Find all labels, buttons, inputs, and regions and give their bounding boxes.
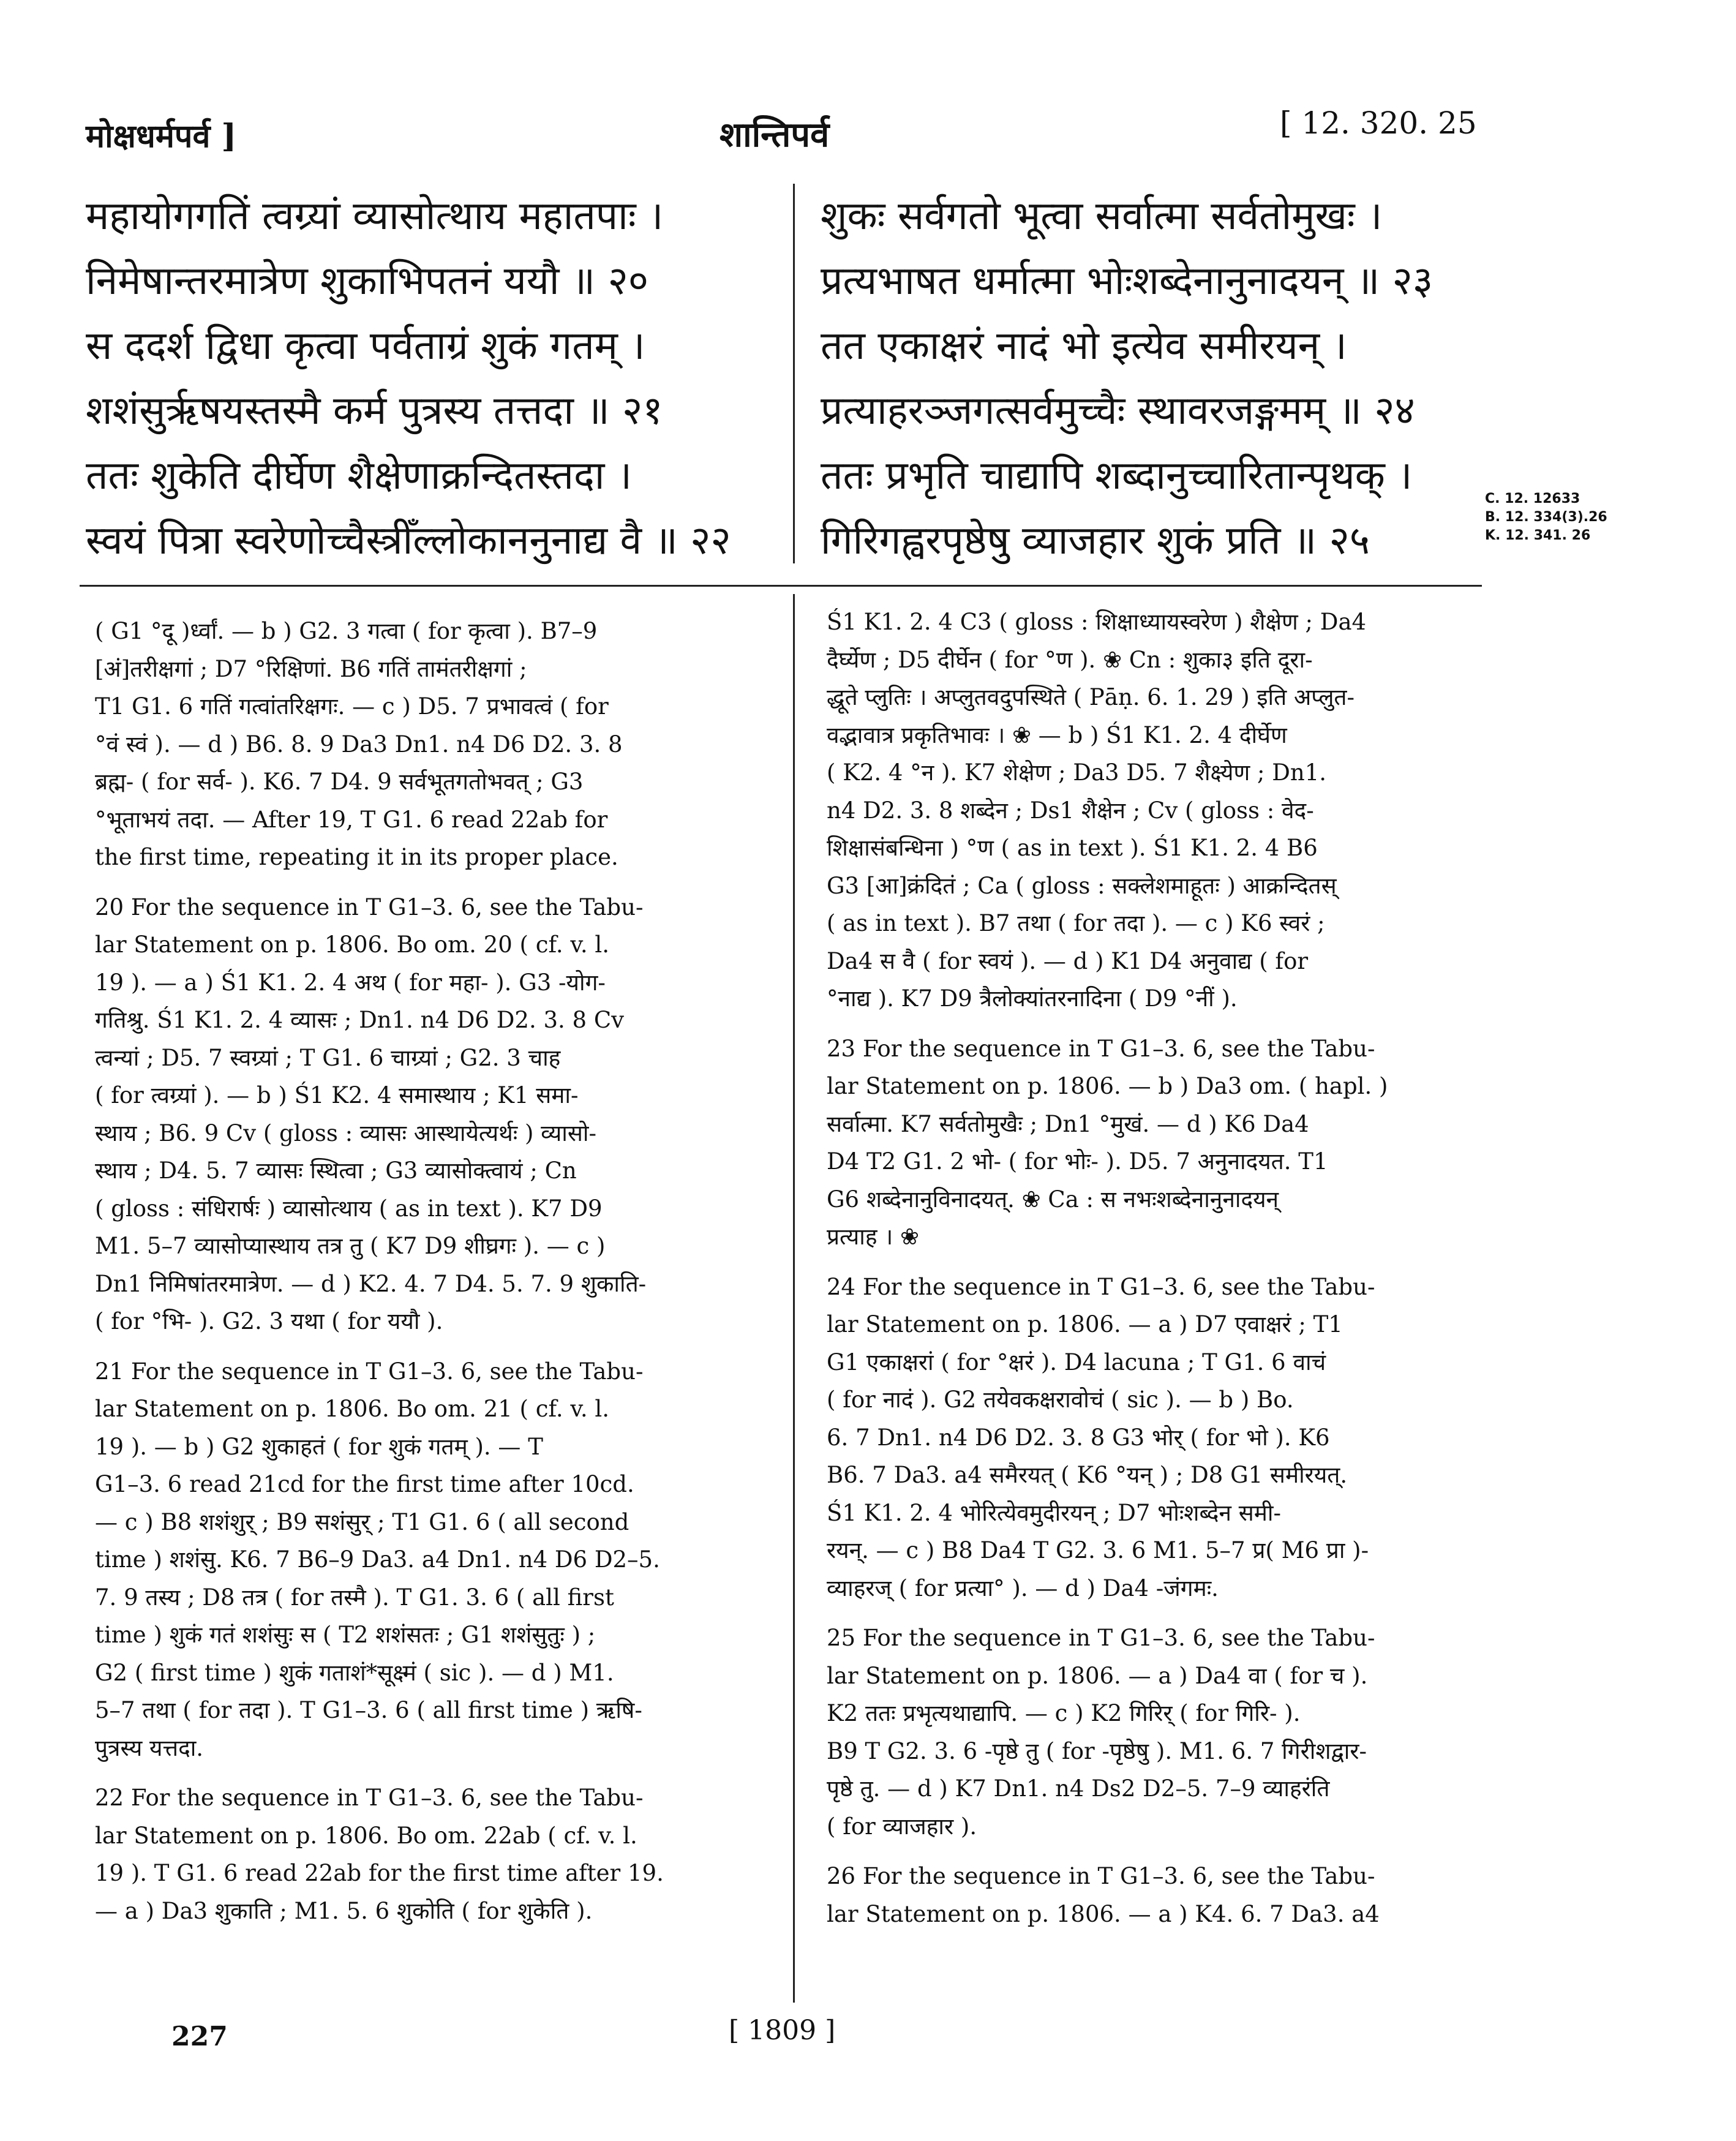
apparatus-line: रयन्. — c ) B8 Da4 T G2. 3. 6 M1. 5–7 प्र( M6 प्रा )- xyxy=(827,1537,1369,1563)
apparatus-line: D4 T2 G1. 2 भो- ( for भोः- ). D5. 7 अनुनादयत. T1 xyxy=(827,1148,1328,1175)
apparatus-line: 19 ). T G1. 6 read 22ab for the first time after 19. xyxy=(95,1860,664,1886)
apparatus-line: n4 D2. 3. 8 शब्देन ; Ds1 शैक्षेन ; Cv ( gloss : वेद- xyxy=(827,797,1314,824)
apparatus-line: time ) शशंसु. K6. 7 B6–9 Da3. a4 Dn1. n4 D6 D2–5. xyxy=(95,1546,660,1573)
apparatus-line: 21 For the sequence in T G1–3. 6, see the Tabu- xyxy=(95,1358,644,1385)
apparatus-line: lar Statement on p. 1806. Bo om. 21 ( cf. v. l. xyxy=(95,1396,609,1422)
apparatus-line: the first time, repeating it in its proper place. xyxy=(95,844,618,870)
separator-rule xyxy=(80,585,1482,587)
apparatus-line: °वं स्वं ). — d ) B6. 8. 9 Da3 Dn1. n4 D6 D2. 3. 8 xyxy=(95,731,623,758)
cross-ref-k: K. 12. 341. 26 xyxy=(1485,528,1591,543)
verse-line: निमेषान्तरमात्रेण शुकाभिपतनं ययौ ॥ २० xyxy=(86,258,649,304)
apparatus-line: lar Statement on p. 1806. Bo om. 22ab ( cf. v. l. xyxy=(95,1822,637,1849)
verse-divider xyxy=(793,184,795,563)
apparatus-line: G3 [आ]क्रंदितं ; Ca ( gloss : सक्लेशमाहूतः ) आक्रन्दितस् xyxy=(827,872,1337,899)
apparatus-line: G1–3. 6 read 21cd for the first time after 10cd. xyxy=(95,1471,634,1497)
verse-line: तत एकाक्षरं नादं भो इत्येव समीरयन् । xyxy=(821,323,1347,369)
verse-line: स्वयं पित्रा स्वरेणोच्चैस्त्रीँल्लोकाननुनाद्य वै ॥ २२ xyxy=(86,518,731,563)
apparatus-line: 26 For the sequence in T G1–3. 6, see the Tabu- xyxy=(827,1863,1375,1889)
verse-line: प्रत्यभाषत धर्मात्मा भोःशब्देनानुनादयन् ॥ २३ xyxy=(821,258,1434,304)
apparatus-line: शिक्षासंबन्धिना ) °ण ( as in text ). Ś1 K1. 2. 4 B6 xyxy=(827,835,1318,861)
apparatus-line xyxy=(95,1341,768,1353)
apparatus-line: ( for नादं ). G2 तयेवकक्षरावोचं ( sic ). — b ) Bo. xyxy=(827,1387,1294,1413)
verse-line: ततः प्रभृति चाद्यापि शब्दानुच्चारितान्पृथक् । xyxy=(821,453,1413,499)
apparatus-line: K2 ततः प्रभृत्यथाद्यापि. — c ) K2 गिरिर् ( for गिरि- ). xyxy=(827,1700,1301,1726)
apparatus-line: Dn1 निमिषांतरमात्रेण. — d ) K2. 4. 7 D4. 5. 7. 9 शुकाति- xyxy=(95,1270,647,1297)
apparatus-line: lar Statement on p. 1806. — b ) Da3 om. ( hapl. ) xyxy=(827,1073,1388,1099)
verse-line: प्रत्याहरञ्जगत्सर्वमुच्चैः स्थावरजङ्गमम् ॥ २४ xyxy=(821,388,1415,434)
apparatus-line: प्रत्याह । ❀ xyxy=(827,1224,920,1250)
book-title: शान्तिपर्व xyxy=(720,115,830,155)
apparatus-line: 5–7 तथा ( for तदा ). T G1–3. 6 ( all first time ) ऋषि- xyxy=(95,1697,642,1723)
apparatus-line: 24 For the sequence in T G1–3. 6, see the Tabu- xyxy=(827,1273,1375,1300)
verse-line: महायोगगतिं त्वग्र्यां व्यासोत्थाय महातपाः । xyxy=(86,194,664,239)
apparatus-line: 22 For the sequence in T G1–3. 6, see the Tabu- xyxy=(95,1785,644,1811)
cross-ref-c: C. 12. 12633 xyxy=(1485,491,1580,506)
apparatus-line: B9 T G2. 3. 6 -पृष्ठे तु ( for -पृष्ठेषु ). M1. 6. 7 गिरीशद्वार- xyxy=(827,1737,1367,1764)
cross-ref-b: B. 12. 334(3).26 xyxy=(1485,510,1607,525)
apparatus-line: Ś1 K1. 2. 4 C3 ( gloss : शिक्षाध्यायस्वरेण ) शैक्षेण ; Da4 xyxy=(827,609,1367,635)
apparatus-line: दैर्घ्येण ; D5 दीर्घेन ( for °ण ). ❀ Cn : शुका३ इति दूरा- xyxy=(827,646,1313,673)
apparatus-line: 7. 9 तस्य ; D8 तत्र ( for तस्मै ). T G1. 3. 6 ( all first xyxy=(95,1584,614,1611)
apparatus-line: द्धूते प्लुतिः । अप्लुतवदुपस्थिते ( Pāṇ. 6. 1. 29 ) इति अप्लुत- xyxy=(827,684,1355,710)
apparatus-line xyxy=(827,1607,1488,1619)
apparatus-divider xyxy=(793,594,795,2003)
apparatus-line: — a ) Da3 शुकाति ; M1. 5. 6 शुकोति ( for शुकेति ). xyxy=(95,1897,593,1924)
apparatus-line: त्वन्यां ; D5. 7 स्वग्र्यां ; T G1. 6 चाग्र्यां ; G2. 3 चाह xyxy=(95,1044,561,1071)
apparatus-line: [अं]तरीक्षगां ; D7 °रिक्षिणां. B6 गतिं तामंतरीक्षगां ; xyxy=(95,655,527,682)
apparatus-line: Ś1 K1. 2. 4 भोरित्येवमुदीरयन् ; D7 भोःशब्देन समी- xyxy=(827,1499,1281,1526)
verse-column-left xyxy=(86,184,731,573)
apparatus-line: G1 एकाक्षरां ( for °क्षरं ). D4 lacuna ; T G1. 6 वाचं xyxy=(827,1349,1326,1375)
apparatus-line xyxy=(827,1018,1488,1030)
apparatus-line: 19 ). — b ) G2 शुकाहतं ( for शुकं गतम् ). — T xyxy=(95,1433,543,1460)
apparatus-line: °नाद्य ). K7 D9 त्रैलोक्यांतरनादिना ( D9 °नीं ). xyxy=(827,985,1238,1012)
apparatus-line xyxy=(95,876,768,889)
apparatus-line: स्थाय ; B6. 9 Cv ( gloss : व्यासः आस्थायेत्यर्थः ) व्यासो- xyxy=(95,1119,596,1146)
apparatus-line: सर्वात्मा. K7 सर्वतोमुखैः ; Dn1 °मुखं. — d ) K6 Da4 xyxy=(827,1110,1309,1137)
apparatus-line: M1. 5–7 व्यासोप्यास्थाय तत्र तु ( K7 D9 शीघ्रगः ). — c ) xyxy=(95,1233,606,1259)
verse-line: शुकः सर्वगतो भूत्वा सर्वात्मा सर्वतोमुखः । xyxy=(821,194,1383,239)
apparatus-line: ( for °भि- ). G2. 3 यथा ( for ययौ ). xyxy=(95,1308,443,1334)
apparatus-line: lar Statement on p. 1806. Bo om. 20 ( cf. v. l. xyxy=(95,931,609,958)
verse-line: ततः शुकेति दीर्घेण शैक्षेणाक्रन्दितस्तदा । xyxy=(86,453,633,499)
verse-column-right xyxy=(821,184,1433,573)
apparatus-line: 6. 7 Dn1. n4 D6 D2. 3. 8 G3 भोर् ( for भो ). K6 xyxy=(827,1424,1330,1451)
apparatus-line: वद्भावात्र प्रकृतिभावः । ❀ — b ) Ś1 K1. 2. 4 दीर्घेण xyxy=(827,721,1287,748)
apparatus-line: ( K2. 4 °न ). K7 शेक्षेण ; Da3 D5. 7 शैक्ष्येण ; Dn1. xyxy=(827,759,1327,786)
apparatus-line: B6. 7 Da3. a4 समैरयत् ( K6 °यन् ) ; D8 G1 समीरयत्. xyxy=(827,1462,1348,1488)
apparatus-column-right xyxy=(827,603,1488,1933)
apparatus-line: 23 For the sequence in T G1–3. 6, see the Tabu- xyxy=(827,1035,1375,1062)
apparatus-column-left xyxy=(95,612,768,1930)
verse-line: स ददर्श द्विधा कृत्वा पर्वताग्रं शुकं गतम् । xyxy=(86,323,645,369)
apparatus-line: गतिश्रु. Ś1 K1. 2. 4 व्यासः ; Dn1. n4 D6 D2. 3. 8 Cv xyxy=(95,1007,625,1033)
apparatus-line: T1 G1. 6 गतिं गत्वांतरिक्षगः. — c ) D5. 7 प्रभावत्वं ( for xyxy=(95,693,609,720)
apparatus-line: पुत्रस्य यत्तदा. xyxy=(95,1734,204,1761)
apparatus-line: स्थाय ; D4. 5. 7 व्यासः स्थित्वा ; G3 व्यासोक्त्वायं ; Cn xyxy=(95,1157,577,1184)
apparatus-line: °भूताभयं तदा. — After 19, T G1. 6 read 22ab for xyxy=(95,806,608,833)
apparatus-line: ( gloss : संधिरार्षः ) व्यासोत्थाय ( as in text ). K7 D9 xyxy=(95,1195,603,1222)
verse-line: गिरिगह्वरपृष्ठेषु व्याजहार शुकं प्रति ॥ २५ xyxy=(821,518,1370,563)
apparatus-line: पृष्ठे तु. — d ) K7 Dn1. n4 Ds2 D2–5. 7–9 व्याहरंति xyxy=(827,1775,1330,1802)
apparatus-line: lar Statement on p. 1806. — a ) Da4 वा ( for च ). xyxy=(827,1662,1368,1689)
apparatus-line: 25 For the sequence in T G1–3. 6, see the Tabu- xyxy=(827,1625,1375,1651)
apparatus-line: ब्रह्म- ( for सर्व- ). K6. 7 D4. 9 सर्वभूतगतोभवत् ; G3 xyxy=(95,769,584,795)
apparatus-line: — c ) B8 शशंशुर् ; B9 सशंसुर् ; T1 G1. 6 ( all second xyxy=(95,1508,629,1535)
apparatus-line: ( G1 °दू )र्ध्वां. — b ) G2. 3 गत्वा ( for कृत्वा ). B7–9 xyxy=(95,618,598,644)
apparatus-line: lar Statement on p. 1806. — a ) K4. 6. 7 Da3. a4 xyxy=(827,1900,1380,1927)
verse-reference: [ 12. 320. 25 xyxy=(1280,105,1477,141)
page-number-left: 227 xyxy=(171,2021,228,2052)
apparatus-line xyxy=(95,1767,768,1779)
page-number-center: [ 1809 ] xyxy=(729,2015,836,2046)
apparatus-line: ( for व्याजहार ). xyxy=(827,1813,977,1840)
apparatus-line: 19 ). — a ) Ś1 K1. 2. 4 अथ ( for महा- ). G3 -योग- xyxy=(95,969,606,996)
verse-line: शशंसुर्ऋषयस्तस्मै कर्म पुत्रस्य तत्तदा ॥ २१ xyxy=(86,388,663,434)
apparatus-line: ( for त्वग्र्यां ). — b ) Ś1 K2. 4 समास्थाय ; K1 समा- xyxy=(95,1082,579,1108)
apparatus-line: time ) शुकं गतं शशंसुः स ( T2 शशंसतः ; G1 शशंसुतुः ) ; xyxy=(95,1622,596,1648)
apparatus-line: lar Statement on p. 1806. — a ) D7 एवाक्षरं ; T1 xyxy=(827,1311,1343,1338)
apparatus-line: 20 For the sequence in T G1–3. 6, see the Tabu- xyxy=(95,894,644,920)
apparatus-line: G6 शब्देनानुविनादयत्. ❀ Ca : स नभःशब्देनानुनादयन् xyxy=(827,1186,1279,1213)
apparatus-line: ( as in text ). B7 तथा ( for तदा ). — c ) K6 स्वरं ; xyxy=(827,910,1325,936)
apparatus-line xyxy=(827,1845,1488,1857)
apparatus-line: Da4 स वै ( for स्वयं ). — d ) K1 D4 अनुवाद्य ( for xyxy=(827,947,1309,974)
apparatus-line: व्याहरज् ( for प्रत्या° ). — d ) Da4 -जंगमः. xyxy=(827,1575,1219,1601)
cross-references xyxy=(1485,490,1607,545)
apparatus-line xyxy=(827,1256,1488,1268)
section-title: मोक्षधर्मपर्व ] xyxy=(86,118,237,155)
apparatus-line: G2 ( first time ) शुकं गताशं*सूक्ष्मं ( sic ). — d ) M1. xyxy=(95,1659,614,1686)
